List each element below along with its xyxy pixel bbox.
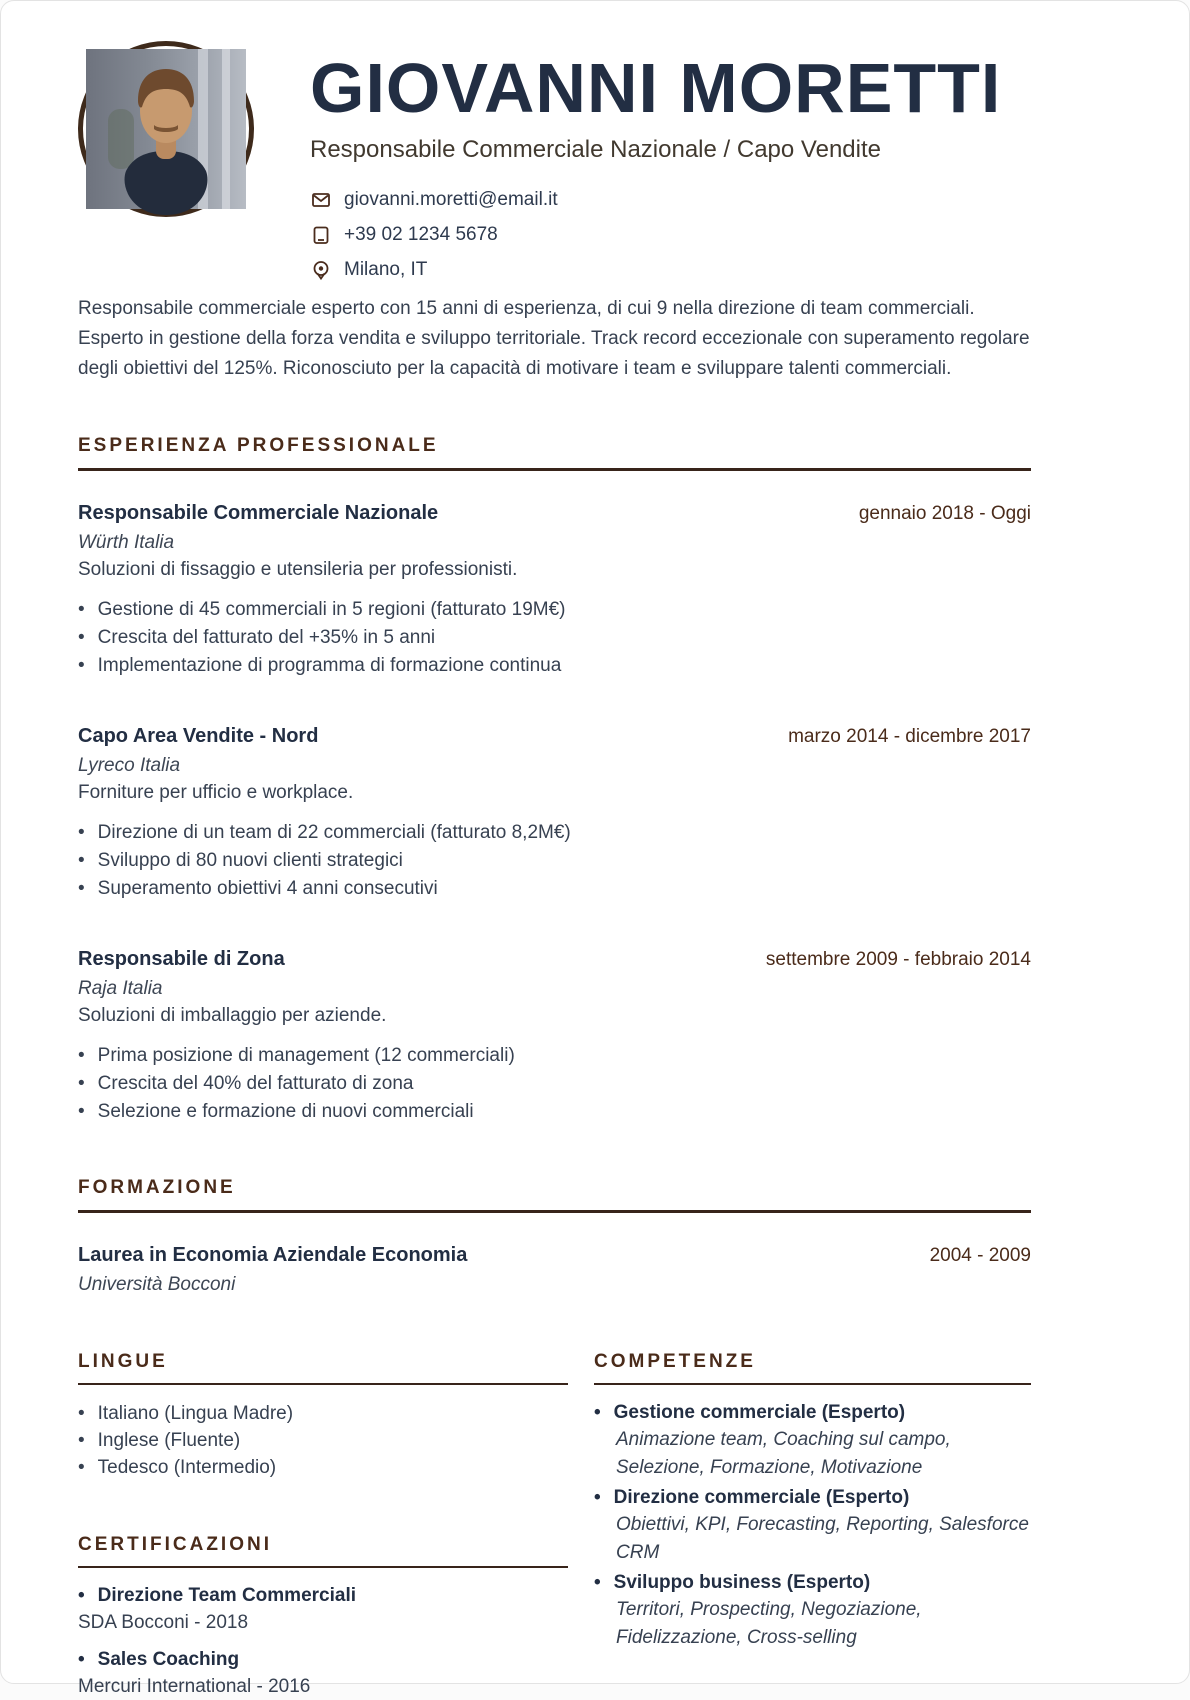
section-divider: [78, 468, 1031, 471]
job-title: Responsabile Commerciale Nazionale: [78, 502, 439, 524]
contact-email-text: giovanni.moretti@email.it: [344, 189, 558, 210]
name-heading: GIOVANNI MORETTI: [310, 49, 1002, 127]
skill-name: Sviluppo business (Esperto): [613, 1572, 871, 1593]
job-title: Responsabile di Zona: [78, 948, 285, 970]
left-column: [78, 1352, 568, 1700]
certification-item: • Direzione Team Commerciali SDA Bocconi - 2018: [78, 1582, 568, 1636]
skill-name: Direzione commerciale (Esperto): [613, 1487, 910, 1508]
job-description: Soluzioni di imballaggio per aziende.: [78, 1005, 387, 1026]
job-bullets: [78, 1042, 1031, 1126]
certifications-heading: CERTIFICAZIONI: [78, 1534, 272, 1555]
contact-location-text: Milano, IT: [344, 259, 428, 280]
skill-detail: Obiettivi, KPI, Forecasting, Reporting, Salesforce CRM: [616, 1514, 1029, 1563]
certification-item: • Sales Coaching Mercuri International - 2016: [78, 1646, 568, 1700]
section-divider: [594, 1383, 1031, 1385]
job-dates: marzo 2014 - dicembre 2017: [788, 726, 1031, 747]
education-heading: FORMAZIONE: [78, 1177, 236, 1198]
section-certifications: [78, 1535, 568, 1700]
certification-detail: SDA Bocconi - 2018: [78, 1612, 249, 1633]
section-languages: [78, 1352, 568, 1481]
job-description: Soluzioni di fissaggio e utensileria per professionisti.: [78, 559, 518, 580]
section-skills: [594, 1352, 1031, 1652]
certification-detail: Mercuri International - 2016: [78, 1676, 311, 1697]
bottom-columns: [78, 1352, 1031, 1700]
certification-name: Sales Coaching: [97, 1649, 240, 1670]
language-item: • Inglese (Fluente): [78, 1430, 241, 1451]
profile-photo: [86, 49, 246, 209]
skills-heading: COMPETENZE: [594, 1351, 756, 1372]
contact-email: [310, 189, 1001, 211]
education-dates: 2004 - 2009: [929, 1245, 1031, 1266]
language-list: [78, 1400, 568, 1481]
job-bullet: • Selezione e formazione di nuovi commerciali: [78, 1101, 474, 1122]
job-title: Capo Area Vendite - Nord: [78, 725, 319, 747]
email-icon: [310, 189, 332, 211]
job-description: Forniture per ufficio e workplace.: [78, 782, 354, 803]
job-bullet: • Direzione di un team di 22 commerciali (fatturato 8,2M€): [78, 822, 571, 843]
job-bullet: • Gestione di 45 commerciali in 5 regioni (fatturato 19M€): [78, 599, 566, 620]
section-divider: [78, 1383, 568, 1385]
languages-heading: LINGUE: [78, 1351, 168, 1372]
school-name: Università Bocconi: [78, 1274, 236, 1295]
job-company: Lyreco Italia: [78, 755, 181, 776]
language-item: • Tedesco (Intermedio): [78, 1457, 277, 1478]
job-dates: gennaio 2018 - Oggi: [858, 503, 1031, 524]
job-bullet: • Sviluppo di 80 nuovi clienti strategici: [78, 850, 403, 871]
header: [78, 41, 1031, 281]
location-icon: [310, 259, 332, 281]
job-bullets: [78, 819, 1031, 903]
education-entry: [78, 1244, 1031, 1296]
job-dates: settembre 2009 - febbraio 2014: [765, 949, 1031, 970]
contact-phone: [310, 224, 1001, 246]
right-column: [594, 1352, 1031, 1700]
certification-name: Direzione Team Commerciali: [97, 1585, 357, 1606]
job-bullet: • Prima posizione di management (12 commerciali): [78, 1045, 515, 1066]
job-bullet: • Implementazione di programma di formazione continua: [78, 655, 562, 676]
job-company: Raja Italia: [78, 978, 163, 999]
skill-detail: Animazione team, Coaching sul campo, Selezione, Formazione, Motivazione: [616, 1429, 951, 1478]
section-experience: [78, 436, 1031, 1126]
job-bullet: • Crescita del fatturato del +35% in 5 anni: [78, 627, 436, 648]
job-bullet: • Superamento obiettivi 4 anni consecutivi: [78, 878, 438, 899]
profile-summary: Responsabile commerciale esperto con 15 anni di esperienza, di cui 9 nella direzione di team commerciali. Esperto in gestione della forza vendita e sviluppo territoriale. Track record eccezionale con superamento regolare degli obiettivi del 125%. Riconosciuto per la capacità di motivare i team e sviluppare talenti commerciali.: [78, 298, 1030, 379]
skill-name: Gestione commerciale (Esperto): [613, 1402, 906, 1423]
job-bullets: [78, 596, 1031, 680]
header-info: [310, 41, 1001, 281]
contact-location: [310, 259, 1001, 281]
job-bullet: • Crescita del 40% del fatturato di zona: [78, 1073, 414, 1094]
role-title: Responsabile Commerciale Nazionale / Capo Vendite: [310, 136, 881, 163]
language-item: • Italiano (Lingua Madre): [78, 1403, 294, 1424]
job-entry: [78, 725, 1031, 903]
section-divider: [78, 1210, 1031, 1213]
section-education: [78, 1178, 1031, 1296]
phone-icon: [310, 224, 332, 246]
job-company: Würth Italia: [78, 532, 175, 553]
contact-list: [310, 189, 1001, 281]
contact-phone-text: +39 02 1234 5678: [344, 224, 498, 245]
skill-detail: Territori, Prospecting, Negoziazione, Fidelizzazione, Cross-selling: [616, 1599, 922, 1648]
section-divider: [78, 1566, 568, 1568]
degree-title: Laurea in Economia Aziendale Economia: [78, 1244, 468, 1266]
skill-item: • Gestione commerciale (Esperto) Animazione team, Coaching sul campo, Selezione, Formazione, Motivazione: [594, 1399, 1031, 1482]
skill-item: • Sviluppo business (Esperto) Territori, Prospecting, Negoziazione, Fidelizzazione, Cross-selling: [594, 1569, 1031, 1652]
profile-photo-ring: [78, 41, 254, 217]
job-entry: [78, 502, 1031, 680]
experience-heading: ESPERIENZA PROFESSIONALE: [78, 435, 439, 456]
job-entry: [78, 948, 1031, 1126]
skill-item: • Direzione commerciale (Esperto) Obiettivi, KPI, Forecasting, Reporting, Salesforce CRM: [594, 1484, 1031, 1567]
